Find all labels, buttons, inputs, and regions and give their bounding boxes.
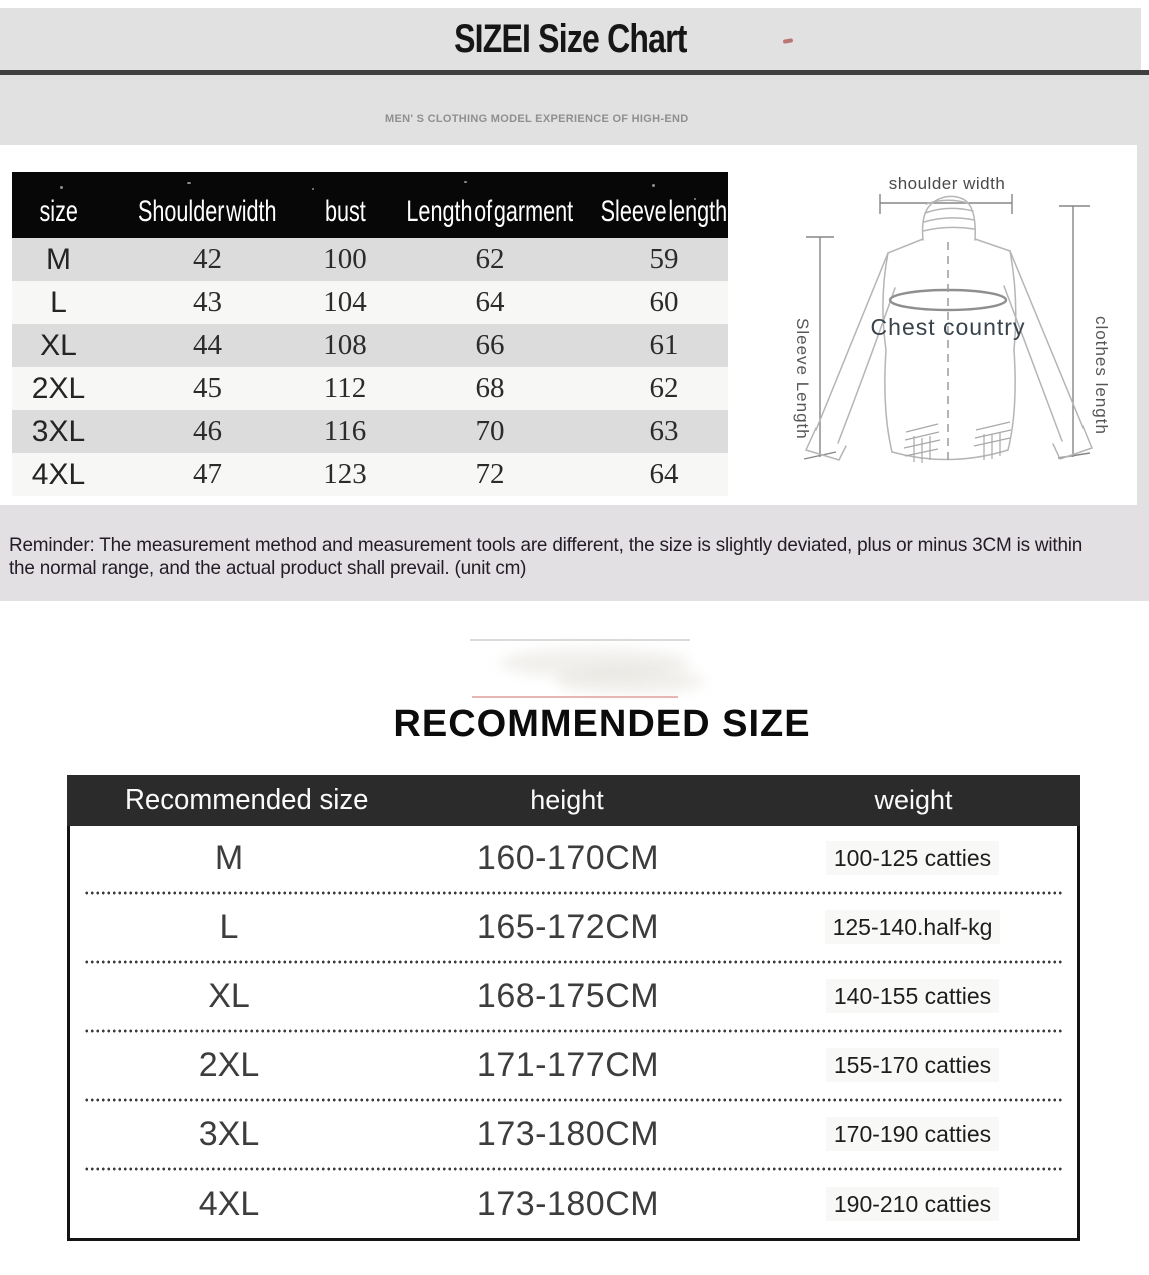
table-row xyxy=(70,826,1077,891)
table-row xyxy=(12,281,728,324)
reminder-text-line1: Reminder: The measurement method and measurement tools are different, the size is slightly deviated, plus or minus 3CM is within xyxy=(9,534,1083,556)
sleeve-cell: 59 xyxy=(649,243,679,275)
size-cell: M xyxy=(214,839,244,877)
table-row xyxy=(12,453,728,496)
table-row xyxy=(70,1033,1077,1098)
shoulder-cell: 45 xyxy=(193,372,222,404)
bust-cell: 100 xyxy=(323,243,367,275)
size-table xyxy=(12,172,728,496)
size-cell: XL xyxy=(40,328,77,362)
recommended-table-header xyxy=(67,775,1080,826)
hem-hatching xyxy=(904,422,1011,463)
table-row xyxy=(12,410,728,453)
sleeve-cell: 64 xyxy=(649,458,679,490)
table-row xyxy=(12,238,728,281)
weight-cell: 100-125 catties xyxy=(748,845,1077,872)
faint-pink-line xyxy=(472,696,678,698)
weight-cell: 170-190 catties xyxy=(748,1121,1077,1148)
page-title: SIZEI Size Chart xyxy=(454,16,687,61)
column-header-sleeve: Sleeve length xyxy=(600,195,728,228)
shoulder-cell: 43 xyxy=(193,286,222,318)
height-cell: 160-170CM xyxy=(476,839,660,877)
column-header-shoulder: Shoulder width xyxy=(138,195,277,228)
sleeve-length-label: Sleeve Length xyxy=(793,318,812,440)
length-cell: 64 xyxy=(475,286,505,318)
table-row xyxy=(70,1171,1077,1238)
length-cell: 62 xyxy=(475,243,505,275)
shoulder-width-label: shoulder width xyxy=(888,174,1006,193)
noise-speck xyxy=(464,181,467,183)
column-header-height: height xyxy=(530,785,604,815)
column-header-recommended-size: Recommended size xyxy=(125,784,369,816)
shoulder-cell: 46 xyxy=(193,415,222,447)
height-cell: 173-180CM xyxy=(476,1185,660,1223)
size-cell: L xyxy=(50,285,67,319)
bust-cell: 104 xyxy=(323,286,367,318)
size-cell: 3XL xyxy=(198,1115,260,1153)
shoulder-cell: 44 xyxy=(193,329,222,361)
noise-speck xyxy=(652,184,655,187)
bust-cell: 123 xyxy=(323,458,367,490)
size-cell: M xyxy=(46,242,71,276)
column-header-bust: bust xyxy=(324,195,366,228)
size-table-header xyxy=(12,172,728,238)
shoulder-cell: 42 xyxy=(193,243,222,275)
height-cell: 171-177CM xyxy=(476,1046,660,1084)
title-band xyxy=(0,8,1141,70)
height-cell: 165-172CM xyxy=(476,908,660,946)
bust-cell: 108 xyxy=(323,329,367,361)
length-cell: 72 xyxy=(475,458,505,490)
table-row xyxy=(12,367,728,410)
column-header-size: size xyxy=(39,195,78,228)
noise-speck xyxy=(312,188,314,190)
recommended-size-table xyxy=(67,775,1080,1241)
height-cell: 173-180CM xyxy=(476,1115,660,1153)
sleeve-cell: 61 xyxy=(649,329,679,361)
shoulder-cell: 47 xyxy=(193,458,222,490)
reminder-text-line2: the normal range, and the actual product shall prevail. (unit cm) xyxy=(9,557,527,579)
faint-gray-line xyxy=(470,639,690,641)
table-row xyxy=(70,964,1077,1029)
chest-label: Chest country xyxy=(870,314,1026,340)
noise-speck xyxy=(187,182,191,184)
size-cell: 2XL xyxy=(198,1046,260,1084)
weight-cell: 190-210 catties xyxy=(748,1191,1077,1218)
size-cell: XL xyxy=(208,977,250,1015)
subtitle-band xyxy=(0,75,1149,145)
length-cell: 68 xyxy=(475,372,505,404)
watermark-smudge xyxy=(555,668,705,694)
size-cell: 3XL xyxy=(31,414,86,448)
table-row xyxy=(70,1102,1077,1167)
bust-cell: 116 xyxy=(323,415,367,447)
weight-cell: 125-140.half-kg xyxy=(748,914,1077,941)
clothes-length-label: clothes length xyxy=(1092,316,1111,435)
table-row xyxy=(70,895,1077,960)
weight-cell: 155-170 catties xyxy=(748,1052,1077,1079)
recommended-table-body xyxy=(67,826,1080,1241)
length-cell: 66 xyxy=(475,329,505,361)
height-cell: 168-175CM xyxy=(476,977,660,1015)
size-cell: L xyxy=(219,908,239,946)
page-subtitle: MEN' S CLOTHING MODEL EXPERIENCE OF HIGH-END xyxy=(385,113,689,125)
column-header-weight: weight xyxy=(874,785,953,815)
bust-cell: 112 xyxy=(323,372,367,404)
size-cell: 4XL xyxy=(198,1185,260,1223)
table-row xyxy=(12,324,728,367)
recommended-size-heading: RECOMMENDED SIZE xyxy=(393,703,811,745)
size-cell: 2XL xyxy=(31,371,86,405)
weight-cell: 140-155 catties xyxy=(748,983,1077,1010)
sleeve-cell: 63 xyxy=(649,415,679,447)
size-cell: 4XL xyxy=(31,457,86,491)
sleeve-cell: 60 xyxy=(649,286,679,318)
length-cell: 70 xyxy=(475,415,505,447)
column-header-length: Length of garment xyxy=(406,195,574,228)
sleeve-cell: 62 xyxy=(649,372,679,404)
noise-speck xyxy=(60,186,63,189)
